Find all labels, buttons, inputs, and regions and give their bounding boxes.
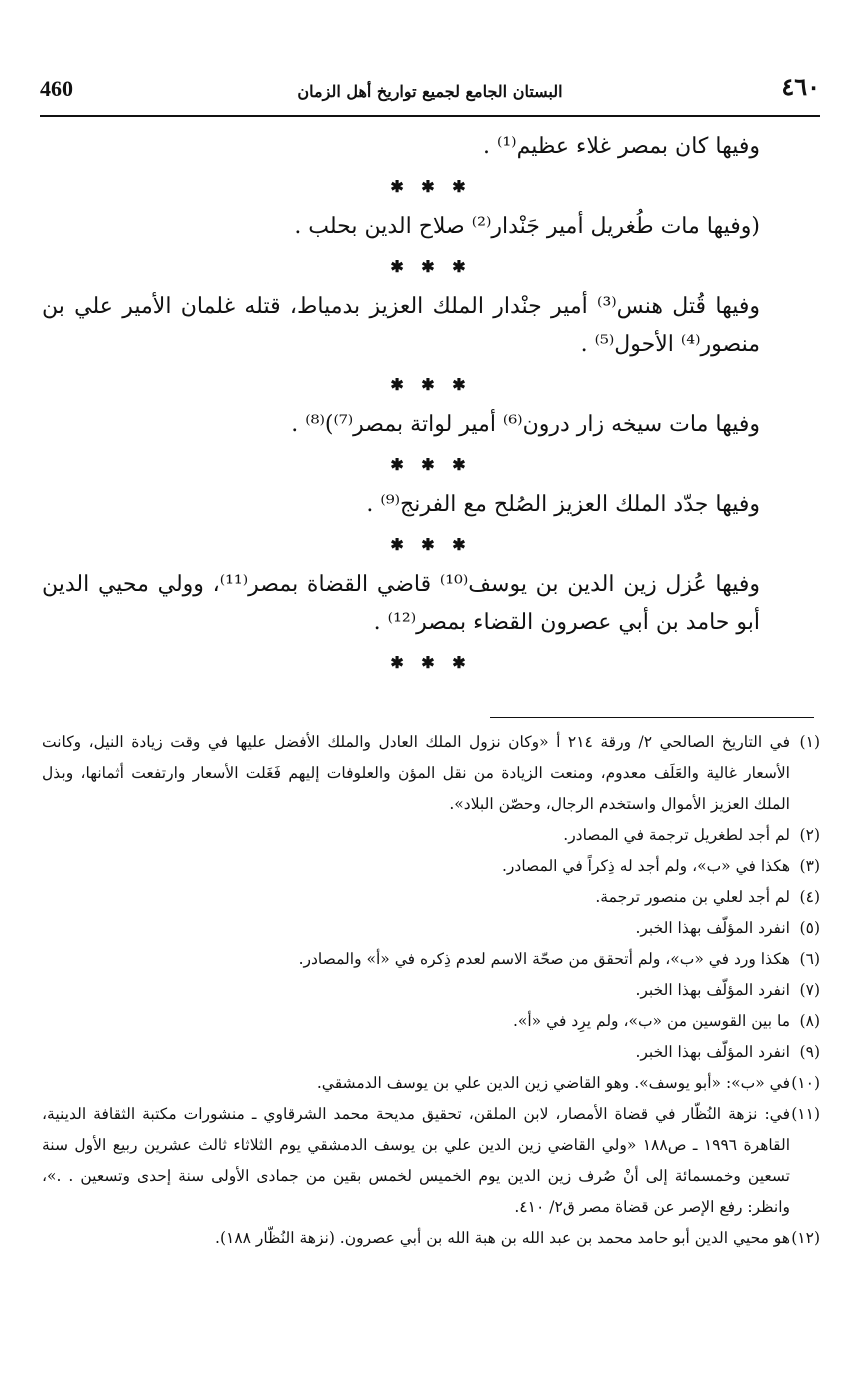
footnote-text: هو محيي الدين أبو حامد محمد بن عبد الله بن هبة الله بن أبي عصرون. (نزهة النُظّار ١٨٨). — [215, 1229, 790, 1247]
footnote-number: (١٢) — [791, 1229, 820, 1247]
footnote-text: انفرد المؤلّف بهذا الخبر. — [635, 981, 790, 999]
footnote-number: (١) — [799, 733, 820, 751]
footnote-number: (٢) — [799, 826, 820, 844]
footnote — [42, 1223, 820, 1254]
footnote-text: هكذا ورد في «ب»، ولم أتحقق من صحّة الاسم لعدم ذِكره في «أ» والمصادر. — [298, 950, 790, 968]
footnote-text: في: نزهة النُظّار في قضاة الأمصار، لابن الملقن، تحقيق مديحة محمد الشرقاوي ـ منشورات مكتبة الثقافة الدينية، القاهرة ١٩٩٦ ـ ص١٨٨ «ولي القاضي زين الدين علي بن يوسف الدمشقي يوم الثلاثاء ثالث عشرين ربيع الأول سنة تسعين وخمسمائة إلى أنْ صُرف زين الدين يوم الخميس لخمس بقين من جمادى الأولى سنة إحدى وتسعين . .»، وانظر: رفع الإصر عن قضاة مصر ق٢/ ٤١٠. — [42, 1105, 790, 1216]
header-rule — [40, 115, 820, 117]
footnote-text: لم أجد لطغريل ترجمة في المصادر. — [563, 826, 790, 844]
section-separator: ✱ ✱ ✱ — [390, 535, 472, 554]
footnote-text: ما بين القوسين من «ب»، ولم يرِد في «أ». — [512, 1012, 790, 1030]
footnote-number: (٦) — [799, 950, 820, 968]
paragraph: (وفيها مات طُغريل أمير جَنْدار⁽²⁾ صلاح الدين بحلب . — [294, 214, 760, 239]
section-separator: ✱ ✱ ✱ — [390, 257, 472, 276]
section-separator: ✱ ✱ ✱ — [390, 455, 472, 474]
paragraph: وفيها جدّد الملك العزيز الصُلح مع الفرنج⁽⁹⁾ . — [366, 492, 760, 517]
footnote-number: (٩) — [799, 1043, 820, 1061]
footnote-text: في التاريخ الصالحي ٢/ ورقة ٢١٤ أ «وكان نزول الملك العادل والملك الأفضل عليها في وقت زيادة النيل، وكانت الأسعار غالية والعَلَف معدوم، ومنعت الزيادة من نقل المؤن والعلوفات إليهم فَغَلت الأسعار وارتفعت أثمانها، وبذل الملك العزيز الأموال واستخدم الرجال، وحصّن البلاد». — [42, 733, 790, 813]
footnote-number: (٨) — [799, 1012, 820, 1030]
footnote — [42, 913, 820, 944]
footnote — [42, 1099, 820, 1223]
page-header — [40, 72, 820, 112]
section-separator: ✱ ✱ ✱ — [390, 177, 472, 196]
footnote — [42, 975, 820, 1006]
footnote-text: هكذا في «ب»، ولم أجد له ذِكراً في المصادر. — [502, 857, 790, 875]
footnote — [42, 1006, 820, 1037]
footnote-number: (٧) — [799, 981, 820, 999]
footnote-text: في «ب»: «أبو يوسف». وهو القاضي زين الدين علي بن يوسف الدمشقي. — [316, 1074, 790, 1092]
main-text — [42, 128, 820, 684]
footnote-text: انفرد المؤلّف بهذا الخبر. — [635, 1043, 790, 1061]
footnote — [42, 727, 820, 820]
footnote-number: (٣) — [799, 857, 820, 875]
footnote — [42, 944, 820, 975]
footnote — [42, 1068, 820, 1099]
page-number-latin: 460 — [40, 76, 73, 101]
paragraph: وفيها كان بمصر غلاء عظيم⁽¹⁾ . — [482, 134, 760, 159]
section-separator: ✱ ✱ ✱ — [390, 653, 472, 672]
footnote-text: انفرد المؤلّف بهذا الخبر. — [635, 919, 790, 937]
paragraph: وفيها عُزل زين الدين بن يوسف⁽¹⁰⁾ قاضي القضاة بمصر⁽¹¹⁾، وولي محيي الدين أبو حامد بن أبي عصرون القضاء بمصر⁽¹²⁾ . — [42, 572, 760, 635]
paragraph: وفيها مات سيخه زار درون⁽⁶⁾ أمير لواتة بمصر⁽⁷⁾)⁽⁸⁾ . — [291, 412, 760, 437]
footnote — [42, 1037, 820, 1068]
paragraph: وفيها قُتل هنس⁽³⁾ أمير جنْدار الملك العزيز بدمياط، قتله غلمان الأمير علي بن منصور⁽⁴⁾ الأحول⁽⁵⁾ . — [42, 294, 760, 357]
footnote-number: (٥) — [799, 919, 820, 937]
section-separator: ✱ ✱ ✱ — [390, 375, 472, 394]
footnote-number: (١٠) — [791, 1074, 820, 1092]
footnote-text: لم أجد لعلي بن منصور ترجمة. — [595, 888, 790, 906]
page-number-arabic: ٤٦٠ — [781, 72, 820, 101]
running-title: البستان الجامع لجميع تواريخ أهل الزمان — [297, 82, 563, 101]
footnote — [42, 882, 820, 913]
footnote-rule — [490, 717, 814, 718]
footnote-number: (١١) — [791, 1105, 820, 1123]
footnotes — [42, 727, 820, 1254]
footnote — [42, 820, 820, 851]
footnote-number: (٤) — [799, 888, 820, 906]
footnote — [42, 851, 820, 882]
